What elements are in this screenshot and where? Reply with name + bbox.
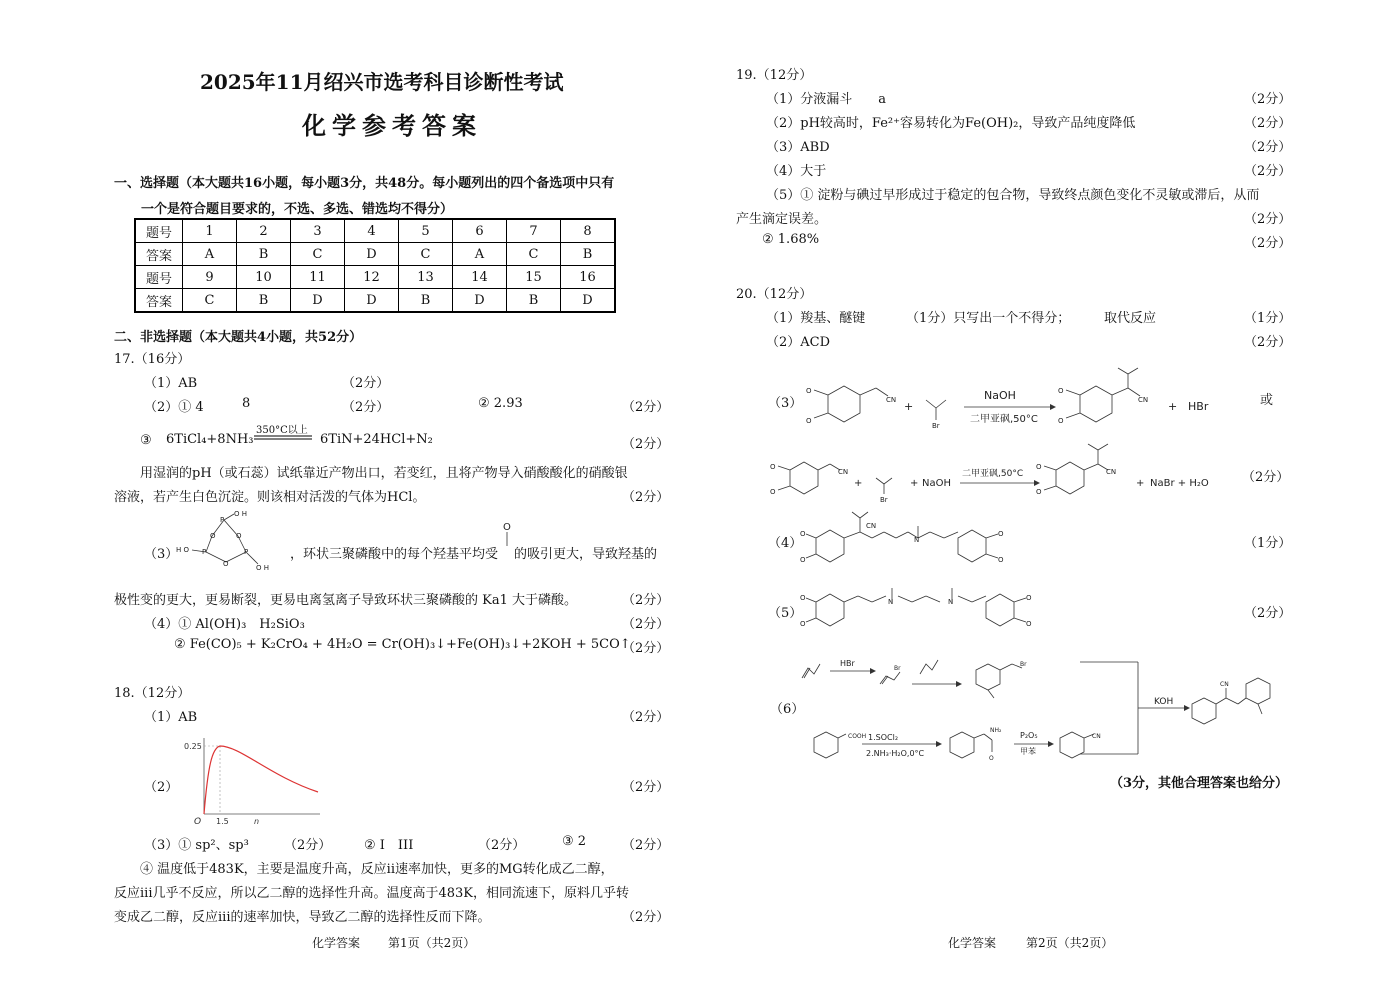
table-cell: A — [453, 243, 507, 266]
q18-a3-2: ② I III — [364, 838, 414, 853]
q18-title: 18.（12分） — [114, 686, 191, 701]
svg-text:O: O — [1036, 488, 1042, 496]
svg-text:O H: O H — [256, 564, 269, 572]
svg-text:O: O — [989, 755, 994, 762]
condition-label: 二甲亚砜,50°C — [970, 414, 1038, 425]
svg-text:O: O — [800, 530, 806, 538]
q20-a4-label: （4） — [768, 536, 803, 551]
table-cell: 12 — [345, 266, 399, 289]
table-cell: D — [561, 289, 616, 313]
part2-heading: 二、非选择题（本大题共4小题，共52分） — [114, 330, 363, 345]
svg-text:Br: Br — [894, 665, 901, 672]
table-cell: B — [237, 289, 291, 313]
q18-a4-line2: 反应iii几乎不反应，所以乙二醇的选择性升高。温度高于483K，相同流速下，原料几乎转 — [114, 886, 629, 901]
plus-sign: + — [904, 400, 914, 413]
p2o5-reagent: P₂O₅ — [1020, 731, 1038, 740]
q20-a2-score: （2分） — [1244, 335, 1292, 350]
footer-left-subject: 化学答案 — [312, 936, 361, 950]
equilibrium-arrow-icon — [254, 434, 314, 442]
q19-title: 19.（12分） — [736, 68, 813, 83]
q18-a1: （1）AB — [144, 710, 198, 725]
svg-text:NH₂: NH₂ — [990, 727, 1002, 734]
q20-a5-label: （5） — [768, 606, 803, 621]
toluene-solvent: 甲苯 — [1020, 747, 1036, 756]
table-cell: 15 — [507, 266, 561, 289]
svg-text:O: O — [503, 522, 511, 533]
svg-text:O: O — [1058, 387, 1064, 395]
q17-para-line1: 用湿润的pH（或石蕊）试纸靠近产物出口，若变红，且将产物导入硝酸酸化的硝酸银 — [140, 466, 628, 481]
table-cell: C — [291, 243, 345, 266]
plus-sign: + — [910, 478, 919, 489]
svg-text:O H: O H — [234, 510, 247, 518]
q18-a3-1: （3）① sp²、sp³ — [144, 838, 249, 853]
svg-text:O: O — [1026, 594, 1032, 602]
q17-q3-text: ，环状三聚磷酸中的每个羟基平均受 — [290, 547, 499, 562]
q20-a4-score: （1分） — [1244, 536, 1292, 551]
svg-text:O: O — [998, 556, 1004, 564]
table-cell: D — [345, 289, 399, 313]
table-row — [135, 243, 615, 266]
q20-a1: （1）羧基、醚键 — [766, 311, 866, 326]
table-cell: 16 — [561, 266, 616, 289]
q20-a3-score: （2分） — [1242, 470, 1290, 485]
cyclic-phosphoric-acid-structure — [176, 510, 276, 576]
q17-q4-score1: （2分） — [622, 617, 670, 632]
table-cell: 1 — [183, 219, 237, 243]
table-cell: B — [561, 243, 616, 266]
q20-a2: （2）ACD — [766, 335, 831, 350]
svg-text:CN: CN — [866, 522, 877, 530]
table-cell: 6 — [453, 219, 507, 243]
q18-a3-3: ③ 2 — [562, 834, 587, 849]
plus-sign: + — [1136, 478, 1145, 489]
q17-a2b: ② 2.93 — [478, 396, 523, 411]
table-cell: B — [237, 243, 291, 266]
table-label: 答案 — [135, 243, 183, 266]
q17-para-line2: 溶液，若产生白色沉淀。则该相对活泼的气体为HCl。 — [114, 490, 426, 505]
svg-text:COOH: COOH — [848, 733, 867, 740]
q18-a3-1-score: （2分） — [284, 838, 332, 853]
svg-text:O: O — [1058, 417, 1064, 425]
hbr-product: HBr — [1188, 400, 1209, 413]
table-cell: D — [345, 243, 399, 266]
svg-text:O: O — [770, 488, 776, 496]
table-cell: 14 — [453, 266, 507, 289]
q19-a4-score: （2分） — [1244, 164, 1292, 179]
table-cell: A — [183, 243, 237, 266]
q20-a5-score: （2分） — [1244, 606, 1292, 621]
socl2-reagent: 1.SOCl₂ — [868, 733, 899, 742]
q18-a4-line3: 变成乙二醇，反应iii的速率加快，导致乙二醇的选择性反而下降。 — [114, 910, 491, 925]
table-cell: 13 — [399, 266, 453, 289]
doc-title: 化学参考答案 — [302, 111, 482, 140]
q17-a2-score: （2分） — [342, 400, 390, 415]
q19-a1-score: （2分） — [1244, 92, 1292, 107]
svg-text:H O: H O — [176, 546, 189, 554]
table-cell: 5 — [399, 219, 453, 243]
svg-text:O: O — [1036, 463, 1042, 471]
table-label: 题号 — [135, 219, 183, 243]
q18-a1-score: （2分） — [622, 710, 670, 725]
table-cell: 8 — [561, 219, 616, 243]
table-cell: C — [183, 289, 237, 313]
svg-text:CN: CN — [1106, 468, 1117, 476]
q20-reaction-2 — [764, 444, 1294, 508]
q17-q4-line2: ② Fe(CO)₅ + K₂CrO₄ + 4H₂O = Cr(OH)₃↓+Fe(OH)₃↓+2KOH + 5CO↑ — [174, 637, 631, 652]
svg-text:CN: CN — [886, 396, 897, 404]
q20-a5-structure — [800, 582, 1050, 634]
q17-para-score: （2分） — [622, 490, 670, 505]
q20-a3-label: （3） — [768, 396, 803, 411]
graph-curve — [204, 746, 318, 814]
svg-text:P: P — [244, 548, 249, 556]
q17-a2: （2）① 4 — [144, 400, 204, 415]
q20-a6-label: （6） — [770, 702, 805, 717]
table-row — [135, 219, 615, 243]
svg-text:CN: CN — [838, 468, 849, 476]
svg-text:N: N — [914, 536, 920, 544]
svg-text:N: N — [948, 598, 954, 606]
hbr-reagent: HBr — [840, 659, 855, 668]
q20-a6-route — [796, 654, 1296, 764]
q20-a1-right: 取代反应 — [1104, 311, 1157, 326]
table-cell: B — [507, 289, 561, 313]
table-row — [135, 289, 615, 313]
q18-a4-score: （2分） — [622, 910, 670, 925]
q20-reaction-1 — [796, 366, 1336, 436]
graph-y-tick: 0.25 — [184, 742, 202, 751]
svg-text:CN: CN — [1220, 681, 1229, 688]
q17-q4-score2: （2分） — [622, 641, 670, 656]
nh3-reagent: 2.NH₃·H₂O,0°C — [866, 749, 925, 758]
svg-text:O: O — [800, 594, 806, 602]
table-cell: 10 — [237, 266, 291, 289]
q17-a2b-score: （2分） — [622, 400, 670, 415]
table-label: 答案 — [135, 289, 183, 313]
q17-q3-score: （2分） — [622, 593, 670, 608]
q17-a3-products: 6TiN+24HCl+N₂ — [320, 432, 433, 447]
q20-a6-score: （3分，其他合理答案也给分） — [1110, 776, 1289, 791]
svg-text:O: O — [806, 417, 812, 425]
table-cell: 2 — [237, 219, 291, 243]
q18-a2-label: （2） — [144, 780, 179, 795]
q17-a3-reactants: 6TiCl₄+8NH₃ — [166, 432, 254, 447]
q17-q3-line2: 极性变的更大，更易断裂，更易电离氢离子导致环状三聚磷酸的 Ka1 大于磷酸。 — [114, 593, 577, 608]
svg-text:N: N — [888, 598, 894, 606]
q18-graph — [180, 736, 325, 826]
koh-reagent: KOH — [1154, 697, 1174, 707]
graph-x-label: n — [254, 817, 260, 826]
q18-a3-2-score: （2分） — [478, 838, 526, 853]
q18-a4-line1: ④ 温度低于483K，主要是温度升高，反应ii速率加快，更多的MG转化成乙二醇， — [140, 862, 614, 877]
svg-text:O: O — [800, 620, 806, 628]
svg-text:CN: CN — [1138, 396, 1149, 404]
part1-heading-line1: 一、选择题（本大题共16小题，每小题3分，共48分。每小题列出的四个备选项中只有 — [114, 176, 615, 191]
svg-text:P: P — [220, 516, 225, 524]
q19-a2: （2）pH较高时，Fe²⁺容易转化为Fe(OH)₂，导致产品纯度降低 — [766, 116, 1136, 131]
svg-text:O: O — [1026, 620, 1032, 628]
table-cell: C — [399, 243, 453, 266]
table-cell: C — [507, 243, 561, 266]
footer-right-subject: 化学答案 — [948, 936, 997, 950]
or-label: 或 — [1260, 393, 1274, 408]
svg-text:O: O — [800, 556, 806, 564]
q17-q3-label: （3） — [144, 547, 179, 562]
plus-sign: + — [1168, 400, 1178, 413]
q17-a3-score: （2分） — [622, 437, 670, 452]
part1-heading-line2: 一个是符合题目要求的，不选、多选、错选均不得分） — [141, 202, 454, 217]
q17-a3-condition: 350°C以上 — [256, 425, 308, 436]
q17-a2-val: 8 — [242, 396, 251, 411]
nabr-h2o: NaBr + H₂O — [1150, 478, 1209, 489]
answer-table — [134, 218, 616, 313]
table-cell: 3 — [291, 219, 345, 243]
table-cell: 11 — [291, 266, 345, 289]
q19-a5-line2: 产生滴定误差。 — [736, 212, 828, 227]
q19-a1: （1）分液漏斗 a — [766, 92, 887, 107]
condition-label: 二甲亚砜,50°C — [962, 469, 1024, 479]
q18-a3-3-score: （2分） — [622, 838, 670, 853]
table-row — [135, 266, 615, 289]
table-cell: 7 — [507, 219, 561, 243]
q19-a5-score2: （2分） — [1244, 236, 1292, 251]
svg-text:O: O — [998, 530, 1004, 538]
table-cell: D — [291, 289, 345, 313]
naoh-reagent: NaOH — [922, 478, 951, 489]
svg-text:CN: CN — [1092, 733, 1101, 740]
table-cell: B — [399, 289, 453, 313]
q19-a3-score: （2分） — [1244, 140, 1292, 155]
q19-a5-score1: （2分） — [1244, 212, 1292, 227]
svg-text:Br: Br — [880, 496, 888, 504]
footer-right-page: 第2页（共2页） — [1026, 936, 1114, 950]
plus-sign: + — [854, 478, 863, 489]
svg-text:Br: Br — [1020, 661, 1027, 668]
q20-title: 20.（12分） — [736, 287, 813, 302]
q18-a2-score: （2分） — [622, 780, 670, 795]
table-cell: D — [453, 289, 507, 313]
naoh-label: NaOH — [984, 389, 1016, 402]
q19-a2-score: （2分） — [1244, 116, 1292, 131]
svg-text:O: O — [236, 532, 242, 540]
svg-text:O: O — [770, 463, 776, 471]
q20-a4-structure — [800, 506, 1030, 572]
q17-title: 17.（16分） — [114, 352, 191, 367]
q19-a4: （4）大于 — [766, 164, 827, 179]
q17-a1: （1）AB — [144, 376, 198, 391]
exam-title: 2025年11月绍兴市选考科目诊断性考试 — [200, 70, 564, 94]
svg-text:O: O — [806, 387, 812, 395]
q19-a3: （3）ABD — [766, 140, 830, 155]
graph-x-tick: 1.5 — [216, 817, 229, 826]
svg-text:P: P — [202, 548, 207, 556]
q17-q4-line1: （4）① Al(OH)₃ H₂SiO₃ — [144, 617, 305, 632]
q17-a1-score: （2分） — [342, 376, 390, 391]
svg-text:O: O — [223, 560, 229, 568]
q19-a5-2: ② 1.68% — [762, 232, 820, 247]
table-cell: 4 — [345, 219, 399, 243]
svg-text:O: O — [210, 532, 216, 540]
q20-a1-score: （1分） — [1244, 311, 1292, 326]
q17-q3-text2: 的吸引更大，导致羟基的 — [514, 547, 658, 562]
q19-a5-line1: （5）① 淀粉与碘过早形成过于稳定的包合物，导致终点颜色变化不灵敏或滞后，从而 — [766, 188, 1260, 203]
footer-left-page: 第1页（共2页） — [388, 936, 476, 950]
q17-a3-circle: ③ — [140, 433, 152, 448]
svg-text:Br: Br — [932, 422, 940, 430]
table-cell: 9 — [183, 266, 237, 289]
graph-origin: O — [194, 817, 202, 827]
q20-a1-mid: （1分）只写出一个不得分； — [906, 311, 1071, 326]
table-label: 题号 — [135, 266, 183, 289]
